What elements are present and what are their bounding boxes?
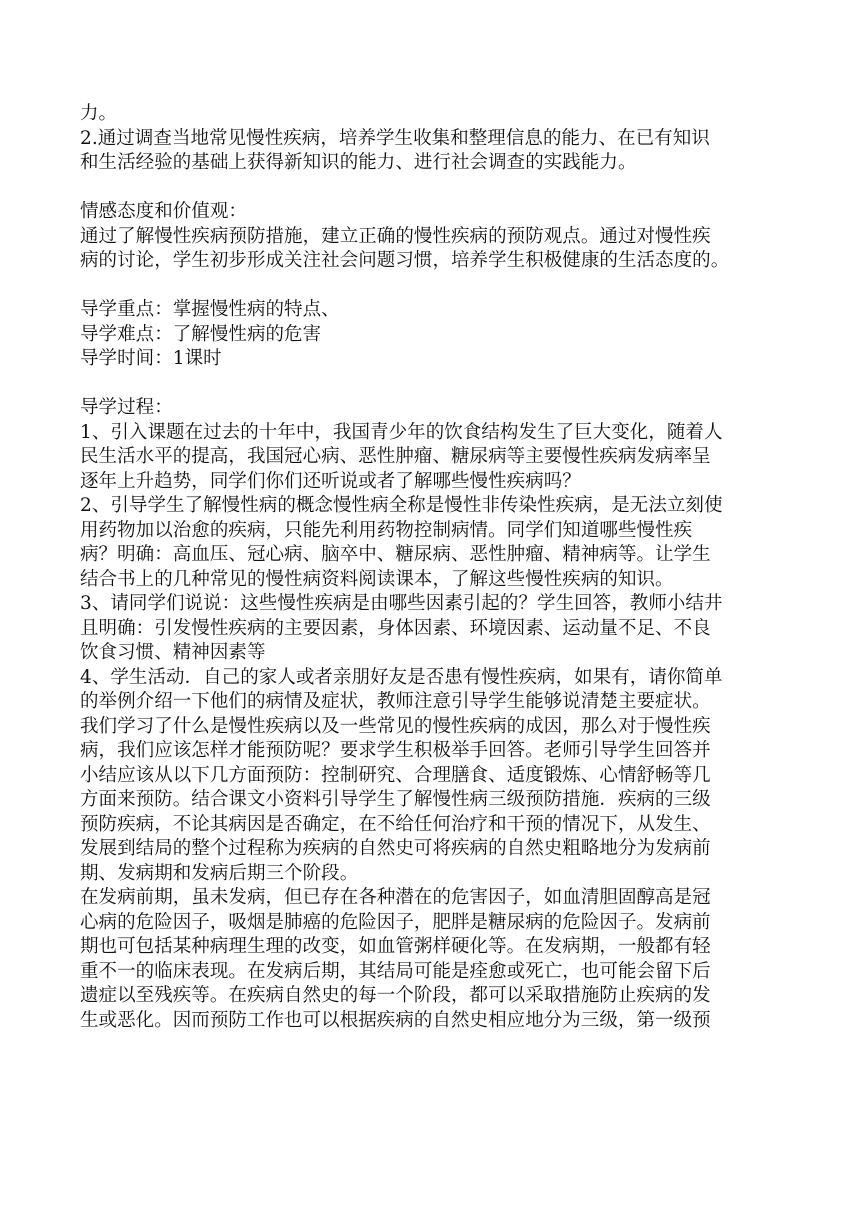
text-line: 发展到结局的整个过程称为疾病的自然史可将疾病的自然史粗略地分为发病前 (80, 838, 711, 859)
text-line: 1、引入课题在过去的十年中，我国青少年的饮食结构发生了巨大变化，随着人 (80, 421, 723, 443)
text-line: 我们学习了什么是慢性疾病以及一些常见的慢性疾病的成因，那么对于慢性疾 (80, 715, 711, 737)
text-line: 病的讨论，学生初步形成关注社会问题习惯，培养学生积极健康的生活态度的。 (80, 250, 730, 271)
text-line: 病？明确：高血压、冠心病、脑卒中、糖尿病、恶性肿瘤、精神病等。让学生 (80, 544, 711, 565)
text-line: 病，我们应该怎样才能预防呢？要求学生积极举手回答。老师引导学生回答并 (80, 740, 711, 761)
blank-line (80, 372, 780, 397)
text-line: 通过了解慢性疾病预防措施，建立正确的慢性疾病的预防观点。通过对慢性疾 (80, 225, 711, 247)
document-page (80, 102, 780, 1033)
text-line: 生或恶化。因而预防工作也可以根据疾病的自然史相应地分为三级，第一级预 (80, 1009, 711, 1031)
text-line: 饮食习惯、精神因素等 (80, 642, 266, 663)
text-line: 和生活经验的基础上获得新知识的能力、进行社会调查的实践能力。 (80, 152, 637, 173)
text-line: 4、学生活动．自己的家人或者亲朋好友是否患有慢性疾病，如果有，请你简单 (80, 666, 723, 688)
text-line: 导学过程： (80, 397, 173, 418)
text-line: 导学难点：了解慢性病的危害 (80, 323, 322, 345)
text-line: 方面来预防。结合课文小资料引导学生了解慢性病三级预防措施．疾病的三级 (80, 789, 711, 810)
text-line: 心病的危险因子，吸烟是肺癌的危险因子，肥胖是糖尿病的危险因子。发病前 (80, 911, 711, 933)
text-line: 民生活水平的提高，我国冠心病、恶性肿瘤、糖尿病等主要慢性疾病发病率呈 (80, 446, 711, 467)
text-line: 期也可包括某种病理生理的改变，如血管粥样硬化等。在发病期，一般都有轻 (80, 936, 711, 957)
text-line: 2、引导学生了解慢性病的概念慢性病全称是慢性非传染性疾病，是无法立刻使 (80, 495, 723, 516)
text-line: 情感态度和价值观： (80, 201, 247, 222)
blank-line (80, 176, 780, 201)
text-line: 且明确：引发慢性疾病的主要因素，身体因素、环境因素、运动量不足、不良 (80, 617, 711, 639)
text-line: 在发病前期，虽未发病，但已存在各种潜在的危害因子，如血清胆固醇高是冠 (80, 887, 711, 908)
blank-line (80, 274, 780, 299)
text-line: 期、发病期和发病后期三个阶段。 (80, 862, 359, 884)
text-line: 逐年上升趋势，同学们你们还听说或者了解哪些慢性疾病吗？ (80, 470, 581, 492)
text-line: 用药物加以治愈的疾病，只能先利用药物控制病情。同学们知道哪些慢性疾 (80, 519, 693, 541)
text-line: 3、请同学们说说：这些慢性疾病是由哪些因素引起的？学生回答，教师小结井 (80, 593, 723, 614)
text-line: 遗症以至残疾等。在疾病自然史的每一个阶段，都可以采取措施防止疾病的发 (80, 985, 711, 1006)
text-line: 导学重点：掌握慢性病的特点、 (80, 299, 340, 320)
text-line: 预防疾病，不论其病因是否确定，在不给任何治疗和干预的情况下，从发生、 (80, 813, 711, 835)
text-line: 的举例介绍一下他们的病情及症状，教师注意引导学生能够说清楚主要症状。 (80, 691, 711, 712)
text-line: 2.通过调查当地常见慢性疾病，培养学生收集和整理信息的能力、在已有知识 (80, 127, 710, 149)
text-line: 小结应该从以下几方面预防：控制研究、合理膳食、适度锻炼、心情舒畅等几 (80, 764, 711, 786)
text-line: 重不一的临床表现。在发病后期，其结局可能是痊愈或死亡，也可能会留下后 (80, 960, 711, 982)
text-line: 力。 (80, 103, 118, 124)
text-line: 结合书上的几种常见的慢性病资料阅读课本，了解这些慢性疾病的知识。 (80, 568, 674, 590)
text-line: 导学时间：1课时 (80, 348, 222, 369)
